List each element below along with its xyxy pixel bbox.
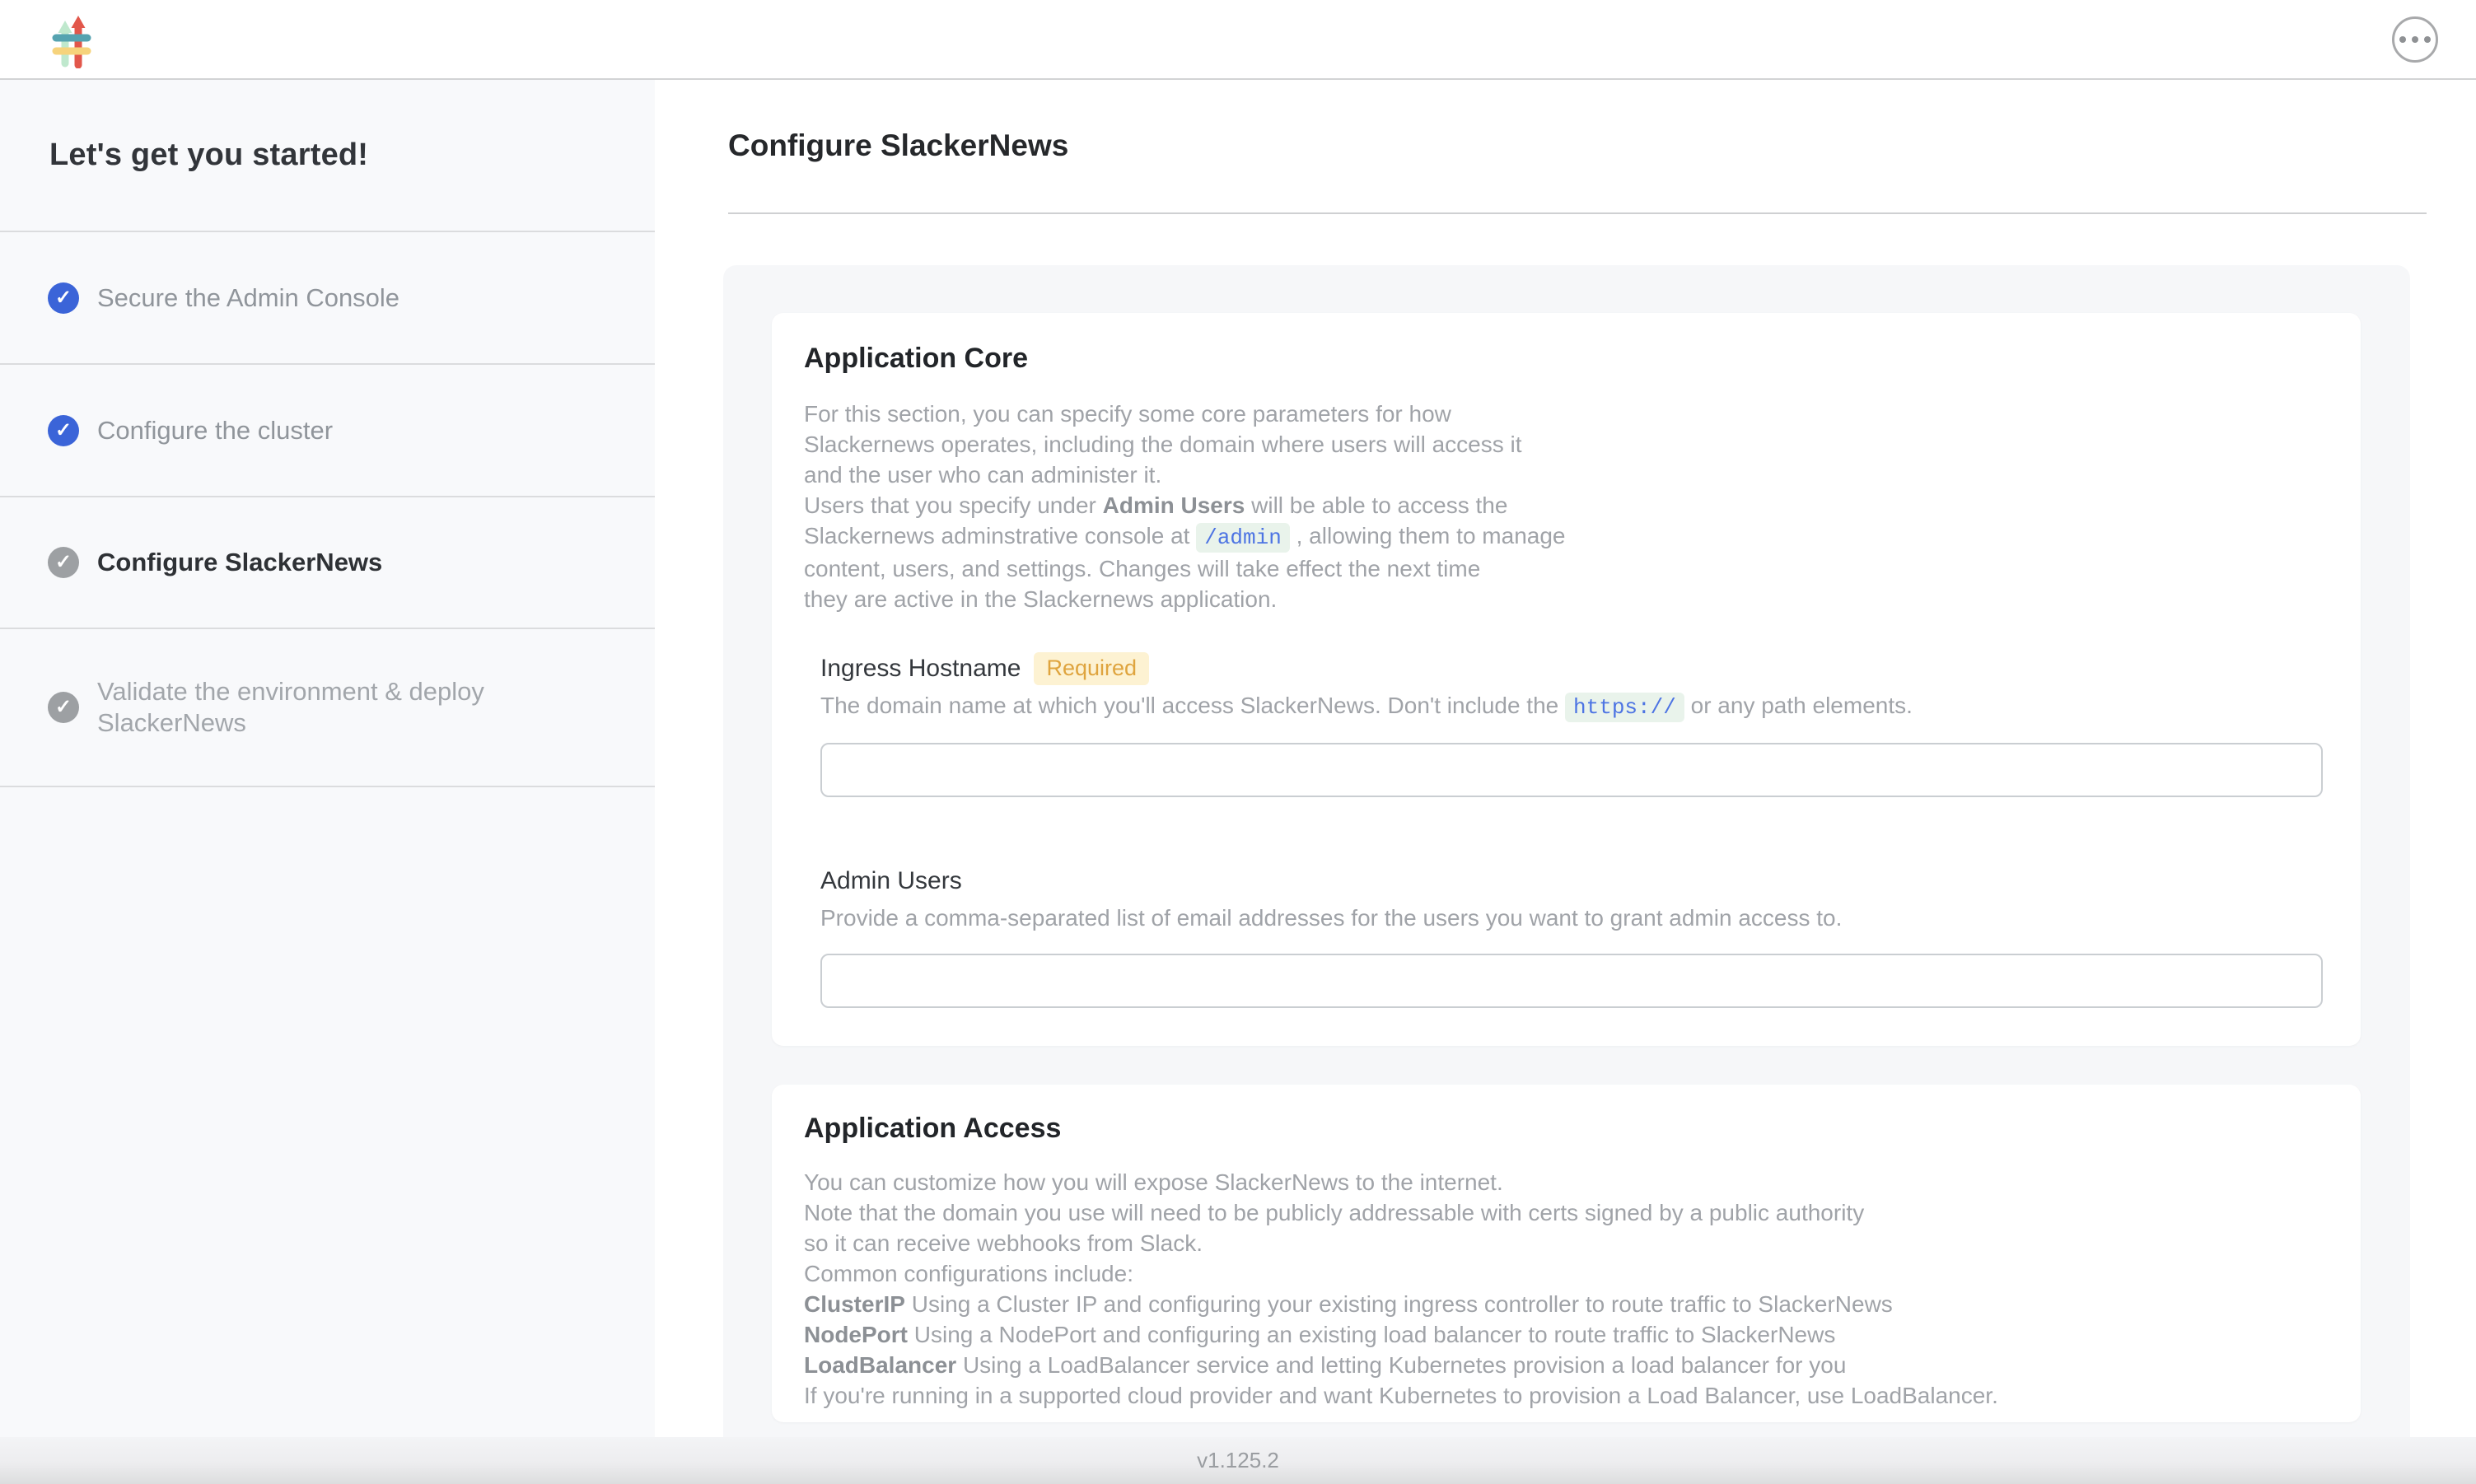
main-content bbox=[655, 80, 2476, 1437]
admin-users-field-group bbox=[820, 865, 2323, 1008]
admin-users-help: Provide a comma-separated list of email addresses for the users you want to grant admin access to. bbox=[820, 905, 1843, 931]
version-text: v1.125.2 bbox=[1197, 1448, 1279, 1472]
application-core-title: Application Core bbox=[804, 343, 1029, 374]
page-title: Configure SlackerNews bbox=[728, 128, 1069, 162]
app-body bbox=[0, 80, 2476, 1437]
ingress-hostname-input[interactable] bbox=[820, 743, 2323, 797]
step-pending-check-icon: ✓ bbox=[48, 692, 79, 723]
step-label: Secure the Admin Console bbox=[97, 282, 400, 312]
application-access-description bbox=[804, 1167, 2328, 1411]
ingress-hostname-field-group bbox=[820, 652, 2323, 797]
description-line: they are active in the Slackernews application. bbox=[804, 586, 1278, 612]
core-fields bbox=[820, 652, 2323, 1008]
ellipsis-dot bbox=[2424, 36, 2431, 43]
required-badge: Required bbox=[1034, 652, 1149, 685]
description-line: Common configurations include: bbox=[804, 1261, 1133, 1286]
description-line: For this section, you can specify some core parameters for how bbox=[804, 401, 1451, 427]
application-core-card bbox=[772, 313, 2361, 1046]
admin-users-label: Admin Users bbox=[820, 867, 962, 894]
step-label: Validate the environment & deploy SlackerNews bbox=[97, 677, 484, 737]
description-line: LoadBalancer Using a LoadBalancer service and letting Kubernetes provision a load balancer for you bbox=[804, 1352, 1847, 1378]
description-line: and the user who can administer it. bbox=[804, 462, 1162, 488]
loadbalancer-bold-text: LoadBalancer bbox=[804, 1352, 957, 1378]
description-line: Users that you specify under Admin Users will be able to access the bbox=[804, 492, 1508, 518]
nodeport-bold-text: NodePort bbox=[804, 1322, 908, 1347]
setup-sidebar bbox=[0, 80, 655, 1437]
step-label: Configure SlackerNews bbox=[97, 548, 383, 576]
description-line: Slackernews adminstrative console at /admin , allowing them to manage bbox=[804, 520, 2328, 553]
title-divider bbox=[728, 212, 2427, 214]
sidebar-step-secure-admin-console[interactable] bbox=[0, 232, 655, 365]
footer-bar bbox=[0, 1437, 2476, 1484]
description-line: so it can receive webhooks from Slack. bbox=[804, 1230, 1203, 1256]
wizard-heading: Let's get you started! bbox=[0, 80, 655, 232]
step-complete-check-icon: ✓ bbox=[48, 415, 79, 446]
ellipsis-dot bbox=[2399, 36, 2406, 43]
ingress-hostname-label-row bbox=[820, 652, 2323, 685]
application-core-description bbox=[804, 399, 2328, 614]
application-access-card bbox=[772, 1085, 2361, 1422]
config-form-panel bbox=[723, 265, 2410, 1437]
clusterip-bold-text: ClusterIP bbox=[804, 1291, 905, 1317]
admin-users-input[interactable] bbox=[820, 954, 2323, 1008]
description-line: content, users, and settings. Changes will take effect the next time bbox=[804, 556, 1481, 581]
description-line: You can customize how you will expose SlackerNews to the internet. bbox=[804, 1169, 1503, 1195]
https-code-chip: https:// bbox=[1565, 693, 1684, 722]
ingress-hostname-help: The domain name at which you'll access SlackerNews. Don't include the https:// or any path elements. bbox=[820, 690, 2323, 723]
admin-path-code-chip: /admin bbox=[1196, 523, 1290, 553]
description-line: NodePort Using a NodePort and configuring an existing load balancer to route traffic to SlackerNews bbox=[804, 1322, 1836, 1347]
sidebar-step-configure-cluster[interactable] bbox=[0, 365, 655, 497]
sidebar-step-validate-deploy[interactable] bbox=[0, 629, 655, 787]
slackernews-logo-icon bbox=[51, 11, 92, 68]
description-line: Note that the domain you use will need to be publicly addressable with certs signed by a public authority bbox=[804, 1200, 1865, 1225]
admin-users-label-row bbox=[820, 865, 2323, 898]
description-line: ClusterIP Using a Cluster IP and configuring your existing ingress controller to route traffic to SlackerNews bbox=[804, 1291, 1893, 1317]
step-label: Configure the cluster bbox=[97, 415, 334, 445]
header-bar bbox=[0, 0, 2476, 80]
application-access-title: Application Access bbox=[804, 1113, 1062, 1144]
step-pending-check-icon: ✓ bbox=[48, 547, 79, 578]
ingress-hostname-label: Ingress Hostname bbox=[820, 655, 1021, 682]
more-options-button[interactable] bbox=[2392, 16, 2438, 63]
sidebar-step-configure-slackernews[interactable] bbox=[0, 497, 655, 629]
step-complete-check-icon: ✓ bbox=[48, 282, 79, 314]
ellipsis-dot bbox=[2412, 36, 2418, 43]
description-line: Slackernews operates, including the domain where users will access it bbox=[804, 432, 1522, 457]
description-line: If you're running in a supported cloud provider and want Kubernetes to provision a Load Balancer, use LoadBalancer. bbox=[804, 1383, 1998, 1408]
admin-users-bold-text: Admin Users bbox=[1102, 492, 1245, 518]
